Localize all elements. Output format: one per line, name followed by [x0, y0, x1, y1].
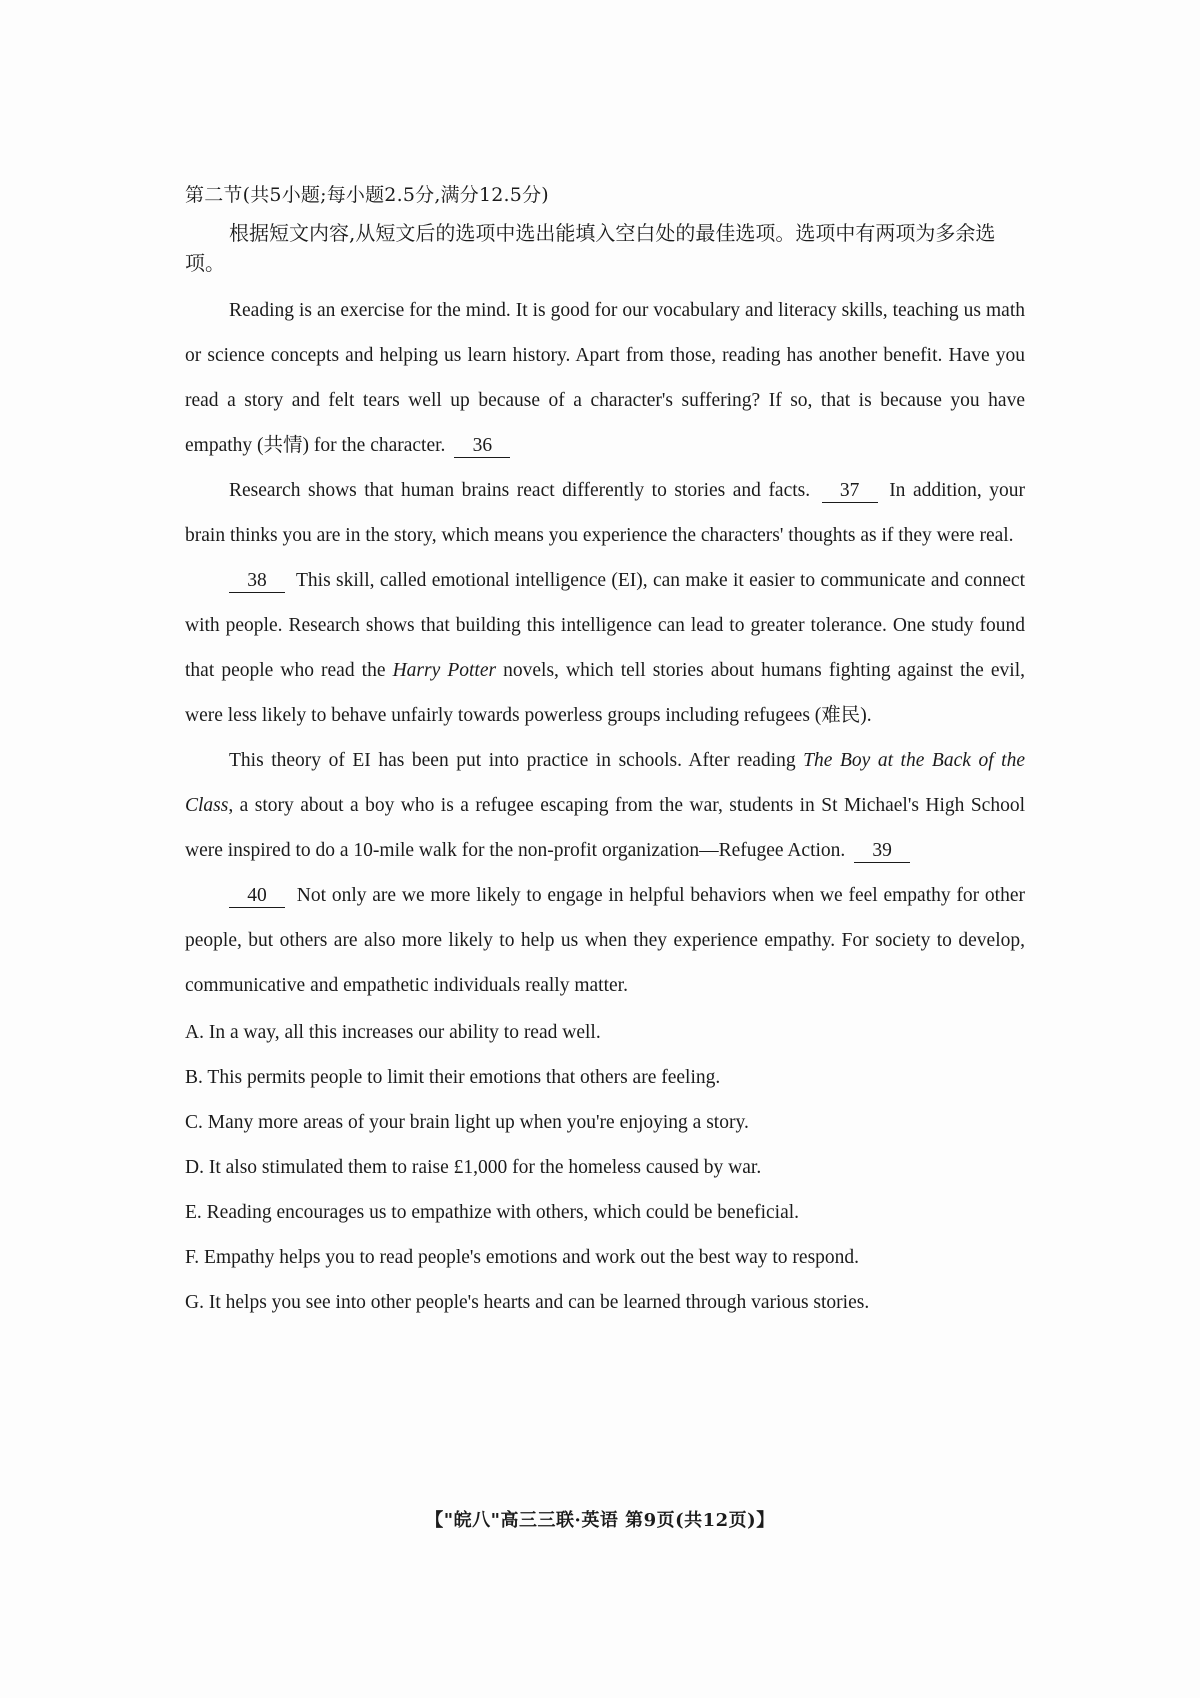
passage-paragraph-1: [185, 288, 1025, 468]
page-content: [185, 180, 1025, 1325]
answer-blank-37: 37: [822, 480, 878, 503]
passage-paragraph-3: [185, 558, 1025, 738]
book-title-boy-at-back: The Boy at the Back of the Class: [185, 750, 1025, 816]
option-g: G. It helps you see into other people's hearts and can be learned through various stories.: [185, 1292, 870, 1313]
book-title-harry-potter: Harry Potter: [392, 660, 497, 681]
paragraph-text: Research shows that human brains react differently to stories and facts.: [229, 480, 811, 501]
passage-paragraph-5: [185, 873, 1025, 1008]
page-footer: 【"皖八"高三三联·英语 第9页(共12页)】: [425, 1510, 775, 1531]
option-c: C. Many more areas of your brain light up when you're enjoying a story.: [185, 1112, 749, 1133]
option-b: B. This permits people to limit their emotions that others are feeling.: [185, 1067, 721, 1088]
passage-paragraph-4: [185, 738, 1025, 873]
answer-blank-39: 39: [854, 840, 910, 863]
option-e: E. Reading encourages us to empathize with others, which could be beneficial.: [185, 1202, 800, 1223]
option-d: D. It also stimulated them to raise £1,000 for the homeless caused by war.: [185, 1157, 762, 1178]
section-instructions: 根据短文内容,从短文后的选项中选出能填入空白处的最佳选项。选项中有两项为多余选项。: [185, 221, 996, 275]
section-header: 第二节(共5小题;每小题2.5分,满分12.5分): [185, 184, 549, 206]
answer-blank-38: 38: [229, 570, 285, 593]
paragraph-text: novels, which tell stories about humans fighting against the evil, were less likely to behave unfairly towards powerless groups including refugees (难民).: [185, 660, 1025, 726]
option-f: F. Empathy helps you to read people's emotions and work out the best way to respond.: [185, 1247, 860, 1268]
paragraph-text: This skill, called emotional intelligence (EI), can make it easier to communicate and connect with people. Research shows that building this intelligence can lead to greater tolerance. One study found that people who read the: [185, 570, 1025, 681]
paragraph-text: , a story about a boy who is a refugee escaping from the war, students in St Michael's High School were inspired to do a 10-mile walk for the non-profit organization—Refugee Action.: [185, 795, 1025, 861]
paragraph-text: This theory of EI has been put into practice in schools. After reading: [229, 750, 796, 771]
option-a: A. In a way, all this increases our ability to read well.: [185, 1022, 601, 1043]
passage-paragraph-2: [185, 468, 1025, 558]
answer-blank-36: 36: [454, 435, 510, 458]
answer-blank-40: 40: [229, 885, 285, 908]
paragraph-text: Not only are we more likely to engage in helpful behaviors when we feel empathy for other people, but others are also more likely to help us when they experience empathy. For society to develop, communicative and empathetic individuals really matter.: [185, 885, 1025, 996]
paragraph-text: In addition, your brain thinks you are in the story, which means you experience the characters' thoughts as if they were real.: [185, 480, 1025, 546]
paragraph-text: Reading is an exercise for the mind. It is good for our vocabulary and literacy skills, teaching us math or science concepts and helping us learn history. Apart from those, reading has another benefit. Have you read a story and felt tears well up because of a character's suffering? If so, that is because you have empathy (共情) for the character.: [185, 300, 1025, 456]
answer-options: [185, 1010, 1025, 1325]
